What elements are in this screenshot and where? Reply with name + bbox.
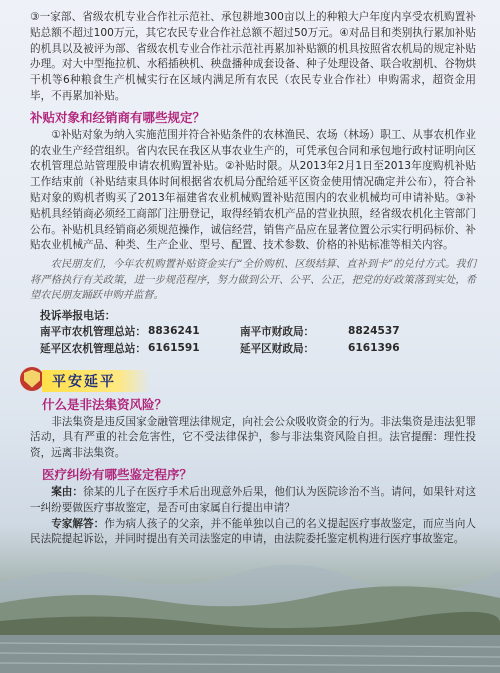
case-paragraph [30,485,476,517]
case-label: 案由： [51,486,84,499]
case-text: 徐某的儿子在医疗手术后出现意外后果，他们认为医院诊治不当。请问，如果针对这一纠纷要做医疗事故鉴定，是否可由家属自行提出申请？ [30,486,477,514]
answer-label: 专家解答： [51,517,105,530]
hotline-table [40,323,400,357]
hotline-label: 延平区农机管理总站： [40,342,146,355]
complaint-hotline-title: 投诉举报电话： [40,308,116,322]
band-title: 平安延平 [42,370,150,392]
hotline-number: 8836241 [148,325,200,338]
intro-paragraph: ③一家部、省级农机专业合作社示范社、承包耕地300亩以上的种粮大户年度内享受农机购置补贴总额不超过100万元，其它农民专业合作社总额不超过50万元。④对品目和类别执行累加补贴的机具以及被评为部、省级农机专业合作社示范社再累加补贴额的机具按照省农机局的规定补贴办理。对大中型拖拉机、水稻插秧机、秧盘播种成套设备、种子处理设备、联合收割机、谷物烘干机等6种粮食生产机械实行在区域内满足所有农民（农民专业合作社）申购需求，超资金用毕，不再累加补贴。 [30,11,476,102]
illegal-fundraising-paragraph: 非法集资是违反国家金融管理法律规定，向社会公众吸收资金的行为。非法集资是违法犯罪活动，具有严重的社会危害性，它不受法律保护，参与非法集资风险自担。法官提醒：理性投资，远离非法集资。 [30,415,476,460]
police-badge-icon [20,367,44,391]
hotline-number: 8824537 [348,325,400,338]
answer-paragraph [30,517,476,549]
section-heading-subsidy: 补贴对象和经销商有哪些规定？ [30,109,206,125]
table-row [40,340,400,357]
hotline-number: 6161396 [348,342,400,355]
landscape-background [0,543,500,673]
subsidy-rules-paragraph: ①补贴对象为纳入实施范围并符合补贴条件的农林渔民、农场（林场）职工、从事农机作业的农业生产经营组织。省内农民在我区从事农业生产的，可凭承包合同和承包地行政村证明向区农机管理总站管理股申请农机购置补贴。②补贴时限。从2013年2月1日至2013年度购机补贴工作结束前（补贴结束具体时间根据省农机局分配给延平区资金使用情况确定并公布），符合补贴对象的购机者购买了2013年福建省农业机械购置补贴范围内的农业机械均可申请补贴。③补贴机具经销商必须经工商部门注册登记，取得经销农机产品的营业执照，经省级农机化主管部门公布。补贴机具经销商必须规范操作，诚信经营，销售产品应在显著位置公示实行明码标价、补贴农业机械产品、种类、生产企业、型号、配置、技术参数、价格的补贴标准等相关内容。 [30,128,476,252]
section-band-ping-an-yanping [20,367,476,391]
section-heading-medical-dispute: 医疗纠纷有哪些鉴定程序？ [42,467,193,483]
notice-paragraph: 农民朋友们，今年农机购置补贴资金实行“全价购机、区级结算、直补到卡”的兑付方式。我们将严格执行有关政策，进一步规范程序，努力做到公开、公平、公正，把党的好政策落到实处，希望农民朋友踊跃申购并监督。 [30,258,476,302]
hotline-label: 南平市财政局： [240,325,315,338]
hotline-number: 6161591 [148,342,200,355]
hotline-label: 延平区财政局： [240,342,315,355]
hotline-label: 南平市农机管理总站： [40,325,146,338]
section-heading-illegal-fundraising: 什么是非法集资风险？ [42,396,168,412]
answer-text: 作为病人孩子的父亲，并不能单独以自己的名义提起医疗事故鉴定，而应当向人民法院提起诉讼，并同时提出有关司法鉴定的申请，由法院委托鉴定机构进行医疗事故鉴定。 [30,517,477,546]
table-row [40,323,400,340]
